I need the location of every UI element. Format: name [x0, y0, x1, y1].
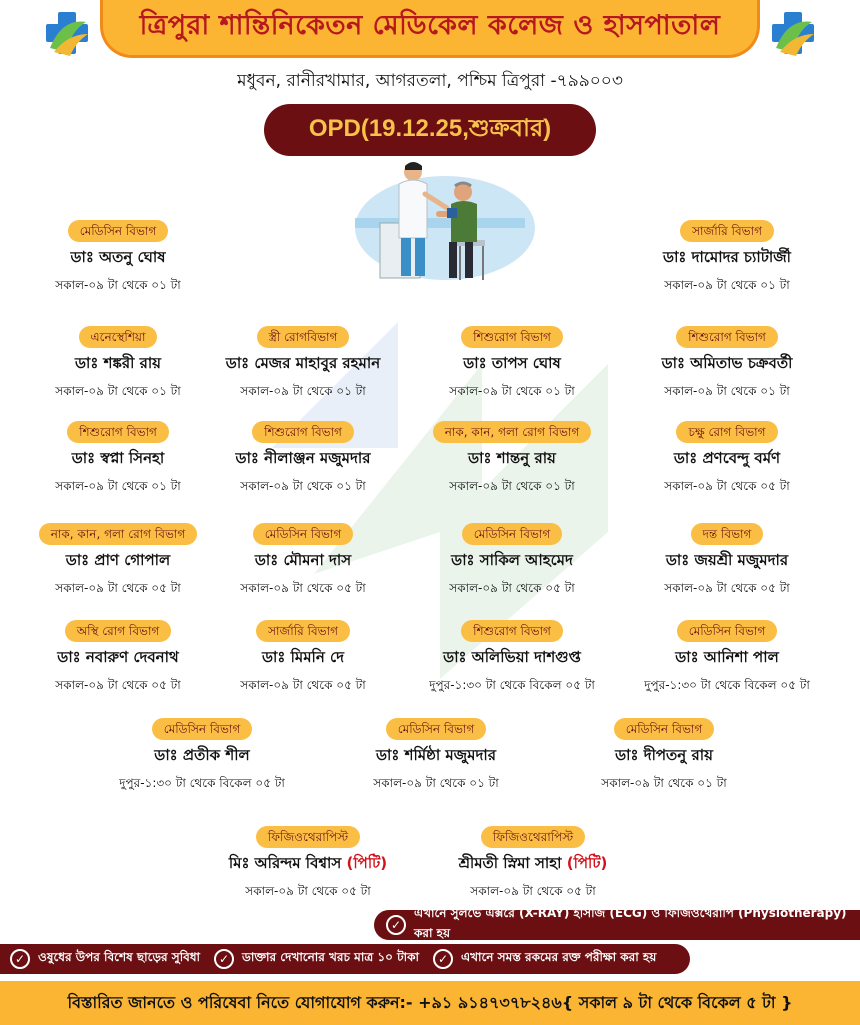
- doctor-card: [514, 718, 814, 795]
- doctor-name-text: ডাঃ নবারুণ দেবনাথ: [57, 648, 179, 666]
- title-banner: [100, 0, 760, 58]
- doctor-name: [72, 447, 165, 472]
- contact-text: বিস্তারিত জানতে ও পরিষেবা নিতে যোগাযোগ করুন:- +৯১ ৯১৪৭৩৭৮২৪৬{ সকাল ৯ টা থেকে বিকেল ৫ টা }: [67, 992, 793, 1012]
- consult-time: সকাল-০৯ টা থেকে ০১ টা: [240, 384, 366, 398]
- consult-time: সকাল-০৯ টা থেকে ০১ টা: [55, 479, 181, 493]
- department-badge: দন্ত বিভাগ: [691, 523, 764, 545]
- doctor-name-text: ডাঃ তাপস ঘোষ: [463, 354, 561, 372]
- doctor-card: [577, 523, 860, 600]
- doctor-name: [262, 646, 344, 671]
- doctor-name-text: ডাঃ অতনু ঘোষ: [70, 248, 166, 266]
- doctor-card: [577, 220, 860, 297]
- department-badge: মেডিসিন বিভাগ: [253, 523, 354, 545]
- doctor-name-text: শ্রীমতী স্নিমা সাহা: [458, 854, 567, 872]
- department-badge: শিশুরোগ বিভাগ: [67, 421, 169, 443]
- doctor-name-text: ডাঃ অলিভিয়া দাশগুপ্ত: [443, 648, 581, 666]
- hospital-logo-icon: [42, 8, 92, 58]
- consult-time: সকাল-০৯ টা থেকে ০৫ টা: [470, 884, 596, 898]
- doctor-name-text: ডাঃ মৌমনা দাস: [254, 551, 352, 569]
- doctor-name-text: ডাঃ অমিতাভ চক্রবর্তী: [661, 354, 793, 372]
- department-badge: শিশুরোগ বিভাগ: [252, 421, 354, 443]
- department-badge: শিশুরোগ বিভাগ: [461, 326, 563, 348]
- doctor-name-text: ডাঃ শর্মিষ্ঠা মজুমদার: [375, 746, 496, 764]
- features-banner: [0, 944, 690, 974]
- doctor-name-text: ডাঃ প্রাণ গোপাল: [65, 551, 171, 569]
- opd-date-badge: [264, 104, 596, 156]
- doctor-name-text: মিঃ অরিন্দম বিশ্বাস: [228, 854, 347, 872]
- department-badge: নাক, কান, গলা রোগ বিভাগ: [433, 421, 591, 443]
- doctor-card: [577, 326, 860, 403]
- consult-time: সকাল-০৯ টা থেকে ০১ টা: [373, 776, 499, 790]
- doctor-name: [255, 549, 351, 574]
- department-badge: মেডিসিন বিভাগ: [614, 718, 715, 740]
- address-text: মধুবন, রানীরখামার, আগরতলা, পশ্চিম ত্রিপুরা -৭৯৯০০৩: [237, 71, 623, 91]
- consult-time: সকাল-০৯ টা থেকে ০১ টা: [601, 776, 727, 790]
- department-badge: সার্জারি বিভাগ: [680, 220, 774, 242]
- feature-blood-text: এখানে সমস্ত রকমের রক্ত পরীক্ষা করা হয়: [460, 950, 657, 964]
- doctor-name: [376, 744, 496, 769]
- page-title: ত্রিপুরা শান্তিনিকেতন মেডিকেল কলেজ ও হাসপাতাল: [139, 10, 721, 41]
- check-icon: ✓: [10, 949, 30, 969]
- check-icon: ✓: [214, 949, 234, 969]
- doctor-name: [675, 646, 779, 671]
- doctor-name-text: ডাঃ জয়শ্রী মজুমদার: [665, 551, 789, 569]
- doctor-name-text: ডাঃ প্রতীক শীল: [154, 746, 250, 764]
- doctor-name-text: ডাঃ শান্তনু রায়: [468, 449, 556, 467]
- doctor-name-text: ডাঃ নীলাঞ্জন মজুমদার: [235, 449, 371, 467]
- doctor-card: [577, 421, 860, 498]
- consult-time: সকাল-০৯ টা থেকে ০৫ টা: [664, 479, 790, 493]
- department-badge: সার্জারি বিভাগ: [256, 620, 350, 642]
- consult-time: সকাল-০৯ টা থেকে ০১ টা: [449, 479, 575, 493]
- doctor-name: [666, 549, 788, 574]
- department-badge: অস্থি রোগ বিভাগ: [65, 620, 172, 642]
- consult-time: সকাল-০৯ টা থেকে ০৫ টা: [240, 678, 366, 692]
- doctor-name: [615, 744, 713, 769]
- doctor-name: [70, 246, 165, 271]
- consult-time: সকাল-০৯ টা থেকে ০১ টা: [664, 278, 790, 292]
- doctor-name: [662, 352, 793, 377]
- consult-time: দুপুর-১:৩০ টা থেকে বিকেল ০৫ টা: [119, 776, 285, 790]
- doctor-patient-illustration: [335, 158, 535, 286]
- department-badge: মেডিসিন বিভাগ: [677, 620, 778, 642]
- hospital-logo-icon: [768, 8, 818, 58]
- department-badge: ফিজিওথেরাপিস্ট: [481, 826, 585, 848]
- consult-time: সকাল-০৯ টা থেকে ০৫ টা: [664, 581, 790, 595]
- opd-date-text: OPD(19.12.25,শুক্রবার): [308, 115, 552, 142]
- doctor-name-text: ডাঃ প্রণবেন্দু বর্মণ: [673, 449, 781, 467]
- department-badge: চক্ষু রোগ বিভাগ: [676, 421, 777, 443]
- consult-time: সকাল-০৯ টা থেকে ০১ টা: [449, 384, 575, 398]
- feature-fee: [214, 949, 419, 969]
- consult-time: সকাল-০৯ টা থেকে ০১ টা: [664, 384, 790, 398]
- doctor-name: [75, 352, 161, 377]
- feature-medicine: [10, 949, 200, 969]
- check-icon: ✓: [433, 949, 453, 969]
- doctor-name-text: ডাঃ দীপতনু রায়: [615, 746, 713, 764]
- department-badge: মেডিসিন বিভাগ: [462, 523, 563, 545]
- doctor-name-text: ডাঃ স্বপ্না সিনহা: [71, 449, 165, 467]
- feature-fee-text: ডাক্তার দেখানোর খরচ মাত্র ১০ টাকা: [242, 950, 419, 964]
- department-badge: এনেস্থেশিয়া: [79, 326, 158, 348]
- consult-time: দুপুর-১:৩০ টা থেকে বিকেল ০৫ টা: [644, 678, 810, 692]
- doctor-name: [443, 646, 581, 671]
- doctor-name: [229, 852, 387, 877]
- consult-time: সকাল-০৯ টা থেকে ০১ টা: [240, 479, 366, 493]
- feature-medicine-text: ওষুধের উপর বিশেষ ছাড়ের সুবিধা: [38, 950, 201, 964]
- doctor-name-text: ডাঃ মিমনি দে: [262, 648, 344, 666]
- doctor-name-text: ডাঃ আনিশা পাল: [675, 648, 779, 666]
- doctor-name: [451, 549, 573, 574]
- doctor-name-text: ডাঃ সাকিল আহমেদ: [451, 551, 573, 569]
- consult-time: সকাল-০৯ টা থেকে ০৫ টা: [449, 581, 575, 595]
- consult-time: সকাল-০৯ টা থেকে ০১ টা: [55, 278, 181, 292]
- consult-time: সকাল-০৯ টা থেকে ০৫ টা: [55, 678, 181, 692]
- consult-time: সকাল-০৯ টা থেকে ০৫ টা: [55, 581, 181, 595]
- consult-time: সকাল-০৯ টা থেকে ০১ টা: [55, 384, 181, 398]
- doctor-name: [226, 352, 380, 377]
- department-badge: শিশুরোগ বিভাগ: [461, 620, 563, 642]
- doctor-name: [663, 246, 791, 271]
- doctor-name: [459, 852, 608, 877]
- consult-time: সকাল-০৯ টা থেকে ০৫ টা: [240, 581, 366, 595]
- xray-ecg-banner: [374, 906, 860, 940]
- doctor-card: [383, 826, 683, 903]
- consult-time: দুপুর-১:৩০ টা থেকে বিকেল ০৫ টা: [429, 678, 595, 692]
- doctor-name: [468, 447, 556, 472]
- doctor-name: [236, 447, 371, 472]
- pt-suffix: (পিটি): [566, 854, 608, 872]
- doctor-name-text: ডাঃ মেজর মাহাবুর রহমান: [225, 354, 381, 372]
- xray-ecg-text: এখানে সুলভে এক্সরে (X-RAY) ইসিজি (ECG) ও ফিজিওথেরাপি (Physiotherapy) করা হয়: [414, 906, 847, 940]
- doctor-name-text: ডাঃ দামোদর চ্যাটার্জী: [663, 248, 791, 266]
- doctor-card: [0, 220, 268, 297]
- feature-blood: [433, 949, 656, 969]
- contact-footer: [0, 981, 860, 1025]
- consult-time: সকাল-০৯ টা থেকে ০৫ টা: [245, 884, 371, 898]
- department-badge: মেডিসিন বিভাগ: [68, 220, 169, 242]
- doctor-name: [674, 447, 780, 472]
- department-badge: মেডিসিন বিভাগ: [152, 718, 253, 740]
- department-badge: মেডিসিন বিভাগ: [386, 718, 487, 740]
- doctor-name: [154, 744, 249, 769]
- doctor-card: [577, 620, 860, 697]
- department-badge: শিশুরোগ বিভাগ: [676, 326, 778, 348]
- doctor-name: [463, 352, 561, 377]
- doctor-name-text: ডাঃ শঙ্করী রায়: [74, 354, 162, 372]
- department-badge: ফিজিওথেরাপিস্ট: [256, 826, 360, 848]
- pt-suffix: (পিটি): [346, 854, 388, 872]
- department-badge: স্ত্রী রোগবিভাগ: [257, 326, 350, 348]
- department-badge: নাক, কান, গলা রোগ বিভাগ: [39, 523, 197, 545]
- check-icon: ✓: [386, 915, 406, 935]
